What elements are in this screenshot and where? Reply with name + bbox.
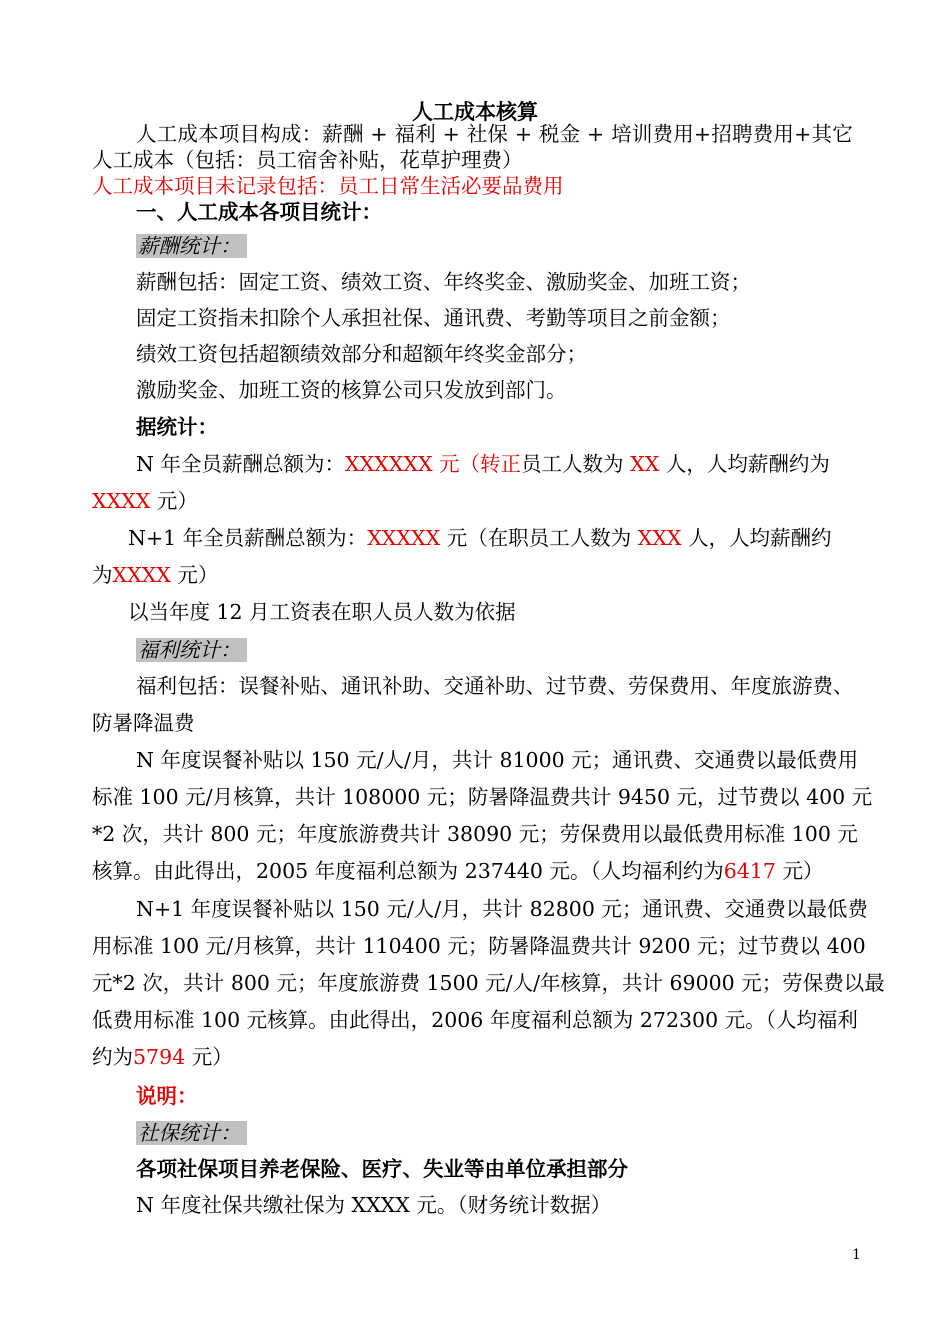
salary-n1-c: 元（在职员工人数为 [446, 526, 632, 550]
salary-n-d: XX [630, 452, 660, 476]
welfare-n-l3: *2 次，共计 800 元；年度旅游费共计 38090 元；劳保费用以最低费用标准 100 元 [92, 822, 858, 846]
welfare-n1-l5 [92, 1044, 862, 1070]
salary-n1-g: XXXX [112, 563, 171, 587]
salary-n-g: 元） [156, 489, 198, 513]
page-title: 人工成本核算 [412, 99, 538, 124]
welfare-label [136, 637, 906, 663]
welfare-n1-l2: 用标准 100 元/月核算，共计 110400 元；防暑降温费共计 9200 元；过节费以 400 [92, 934, 866, 958]
salary-p1: 薪酬包括：固定工资、绩效工资、年终奖金、激励奖金、加班工资； [136, 270, 751, 294]
salary-n-line-2 [92, 488, 862, 514]
welfare-n1-l1: N+1 年度误餐补贴以 150 元/人/月，共计 82800 元；通讯费、交通费以最低费 [136, 897, 868, 921]
welfare-note: 说明： [136, 1084, 198, 1108]
salary-n-e: 人，人均薪酬约为 [665, 452, 830, 476]
welfare-n-l4c: 元） [782, 859, 824, 883]
stats-label: 据统计： [136, 415, 218, 439]
welfare-label-text: 福利统计： [136, 638, 247, 662]
welfare-n1-l5b: 5794 [133, 1045, 186, 1069]
welfare-n1-l4: 低费用标准 100 元核算。由此得出，2006 年度福利总额为 272300 元。（人均福利 [92, 1008, 858, 1032]
welfare-n-l1: N 年度误餐补贴以 150 元/人/月，共计 81000 元；通讯费、交通费以最低费用 [136, 748, 859, 772]
salary-basis: 以当年度 12 月工资表在职人员人数为依据 [128, 600, 516, 624]
section-heading: 一、人工成本各项目统计： [136, 200, 382, 224]
salary-n1-h: 元） [177, 563, 219, 587]
welfare-n-l4a: 核算。由此得出，2005 年度福利总额为 237440 元。（人均福利约为 [92, 859, 724, 883]
salary-n-line [136, 451, 906, 477]
salary-n1-line-2 [92, 562, 862, 588]
social-p2: N 年度社保共缴社保为 XXXX 元。（财务统计数据） [136, 1193, 612, 1217]
welfare-n-l4b: 6417 [723, 859, 776, 883]
salary-label [136, 233, 906, 259]
social-label-text: 社保统计： [136, 1121, 247, 1145]
welfare-n1-l5a: 约为 [92, 1045, 133, 1069]
welfare-n-l2: 标准 100 元/月核算，共计 108000 元；防暑降温费共计 9450 元，过节费以 400 元 [92, 785, 873, 809]
page-number: 1 [852, 1247, 861, 1263]
salary-n-a: N 年全员薪酬总额为： [136, 452, 345, 476]
welfare-incl-1: 福利包括：误餐补贴、通讯补助、交通补助、过节费、劳保费用、年度旅游费、 [136, 674, 854, 698]
salary-n1-a: N+1 年全员薪酬总额为： [128, 526, 368, 550]
social-p1: 各项社保项目养老保险、医疗、失业等由单位承担部分 [136, 1157, 628, 1181]
intro-line-1: 人工成本项目构成：薪酬 + 福利 + 社保 + 税金 + 培训费用+招聘费用+其它 [136, 122, 853, 146]
salary-n-b: XXXXXX 元（转正 [344, 452, 522, 476]
unrecorded-items: 人工成本项目未记录包括：员工日常生活必要品费用 [92, 174, 564, 198]
salary-n1-b: XXXXX [367, 526, 441, 550]
salary-p2: 固定工资指未扣除个人承担社保、通讯费、考勤等项目之前金额； [136, 306, 731, 330]
intro-line-2: 人工成本（包括：员工宿舍补贴，花草护理费） [92, 148, 523, 172]
salary-n1-line [128, 525, 898, 551]
welfare-n1-l3: 元*2 次，共计 800 元；年度旅游费 1500 元/人/年核算，共计 69000 元；劳保费以最 [92, 971, 885, 995]
salary-p3: 绩效工资包括超额绩效部分和超额年终奖金部分； [136, 342, 587, 366]
salary-n1-e: 人，人均薪酬约 [688, 526, 832, 550]
welfare-n1-l5c: 元） [191, 1045, 233, 1069]
salary-n-f: XXXX [92, 489, 151, 513]
social-label [136, 1120, 906, 1146]
salary-n1-f: 为 [92, 563, 113, 587]
welfare-incl-2: 防暑降温费 [92, 711, 195, 735]
salary-n-c: 员工人数为 [521, 452, 624, 476]
salary-label-text: 薪酬统计： [136, 234, 247, 258]
salary-p4: 激励奖金、加班工资的核算公司只发放到部门。 [136, 378, 567, 402]
salary-n1-d: XXX [637, 526, 682, 550]
welfare-n-l4 [92, 858, 862, 884]
